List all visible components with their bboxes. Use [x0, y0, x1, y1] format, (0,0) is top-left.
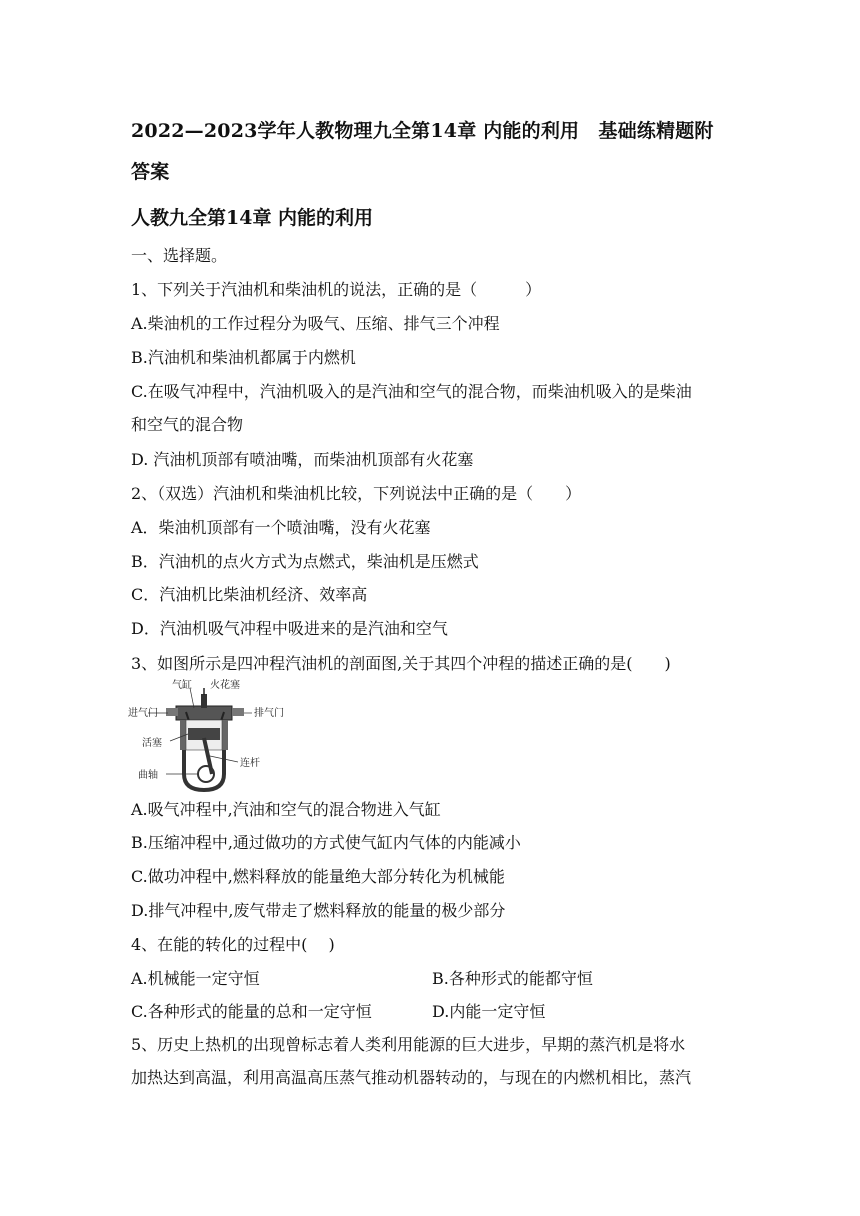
q1-option-c-line1: C.在吸气冲程中，汽油机吸入的是汽油和空气的混合物，而柴油机吸入的是柴油	[131, 382, 692, 401]
q2-stem: 2、（双选）汽油机和柴油机比较，下列说法中正确的是（ ）	[131, 484, 582, 503]
q3-stem: 3、如图所示是四冲程汽油机的剖面图,关于其四个冲程的描述正确的是( )	[131, 654, 671, 673]
label-exhaust-valve: 排气门	[254, 708, 284, 719]
q3-option-c: C.做功冲程中,燃料释放的能量绝大部分转化为机械能	[131, 867, 505, 886]
q5-line1: 5、历史上热机的出现曾标志着人类利用能源的巨大进步，早期的蒸汽机是将水	[131, 1035, 686, 1054]
q2-option-b: B．汽油机的点火方式为点燃式，柴油机是压燃式	[131, 552, 479, 571]
q2-option-a: A．柴油机顶部有一个喷油嘴，没有火花塞	[131, 518, 431, 537]
q4-option-c: C.各种形式的能量的总和一定守恒	[131, 1002, 372, 1021]
label-crankshaft: 曲轴	[138, 770, 158, 781]
q4-stem: 4、在能的转化的过程中( )	[131, 935, 335, 954]
q5-line2: 加热达到高温，利用高温高压蒸气推动机器转动的，与现在的内燃机相比，蒸汽	[131, 1068, 692, 1087]
q1-option-b: B.汽油机和柴油机都属于内燃机	[131, 348, 356, 367]
q1-stem: 1、下列关于汽油机和柴油机的说法，正确的是（ ）	[131, 280, 542, 299]
q4-option-b: B.各种形式的能都守恒	[432, 969, 593, 988]
label-intake-valve: 进气门	[128, 708, 158, 719]
q1-option-c-line2: 和空气的混合物	[131, 415, 244, 434]
section-heading: 一、选择题。	[131, 246, 228, 265]
chapter-subtitle: 人教九全第14章 内能的利用	[131, 207, 374, 229]
label-connecting-rod: 连杆	[240, 758, 260, 769]
q2-option-c: C．汽油机比柴油机经济、效率高	[131, 585, 368, 604]
q1-option-a: A.柴油机的工作过程分为吸气、压缩、排气三个冲程	[131, 314, 500, 333]
q3-option-a: A.吸气冲程中,汽油和空气的混合物进入气缸	[131, 800, 441, 819]
document-title-line1: 2022—2023学年人教物理九全第14章 内能的利用 基础练精题附	[131, 120, 714, 142]
q3-option-d: D.排气冲程中,废气带走了燃料释放的能量的极少部分	[131, 901, 506, 920]
q2-option-d: D．汽油机吸气冲程中吸进来的是汽油和空气	[131, 619, 448, 638]
q3-option-b: B.压缩冲程中,通过做功的方式使气缸内气体的内能减小	[131, 833, 521, 852]
q1-option-d: D. 汽油机顶部有喷油嘴，而柴油机顶部有火花塞	[131, 450, 474, 469]
document-title-line2: 答案	[131, 161, 170, 183]
label-spark-plug: 火花塞	[210, 680, 240, 691]
q4-option-a: A.机械能一定守恒	[131, 969, 260, 988]
q4-option-d: D.内能一定守恒	[432, 1002, 546, 1021]
label-cylinder: 气缸	[172, 680, 192, 691]
engine-cross-section-figure	[128, 678, 308, 794]
label-piston: 活塞	[142, 738, 162, 749]
